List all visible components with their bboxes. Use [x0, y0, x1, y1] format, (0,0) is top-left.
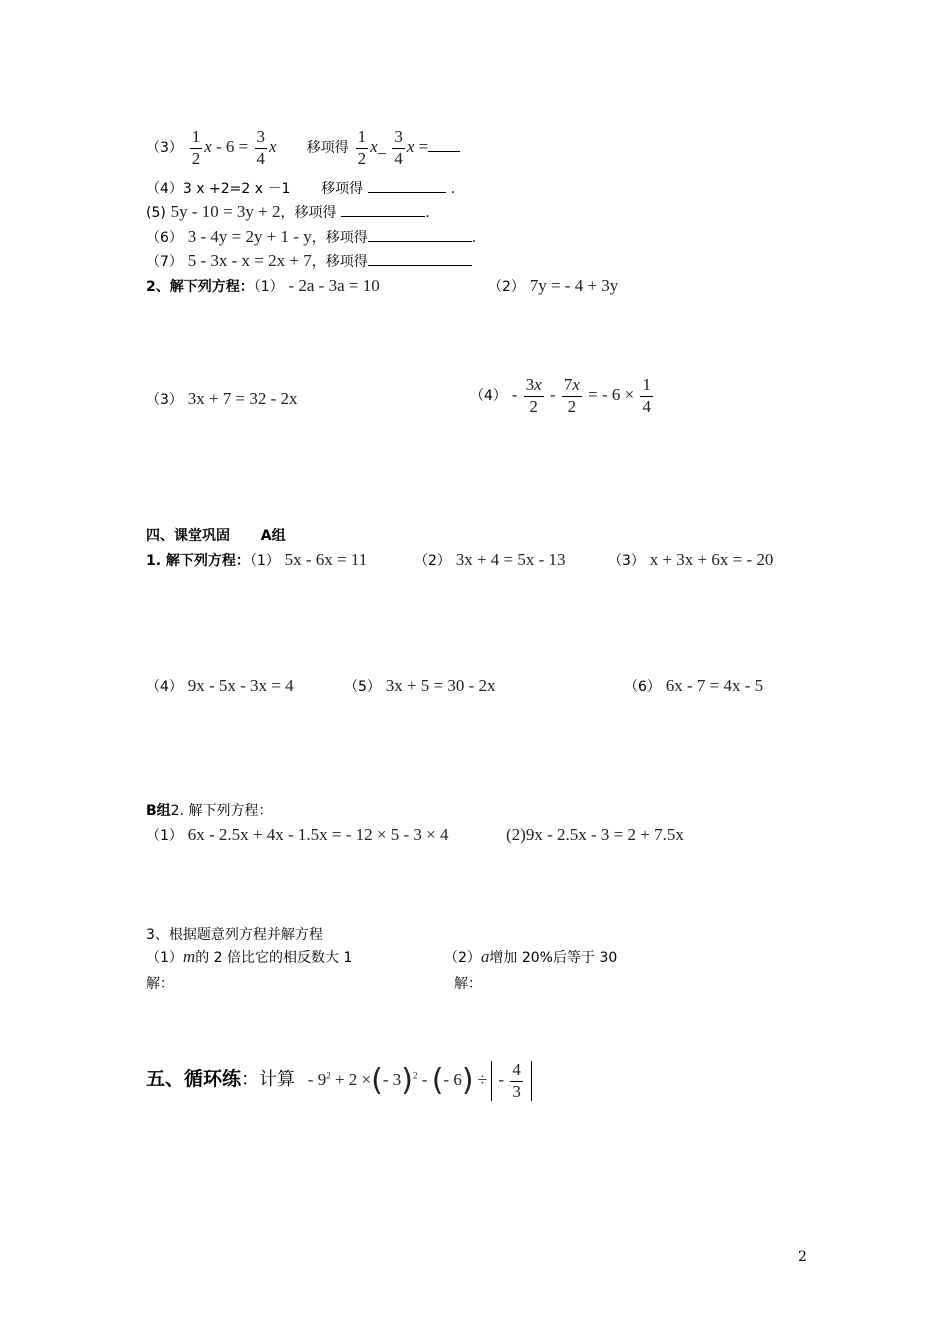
equation: - $\frac{3x}{2}$ - $\frac{7x}{2}$ = - 6 × $\frac{1}{4}$: [511, 375, 651, 416]
sec5-heading: 五、循环练: [146, 1068, 242, 1091]
item-6: [146, 227, 476, 245]
item-number: （6）: [146, 230, 183, 246]
equation: 3x + 5 = 30 - 2x: [385, 676, 496, 695]
answer-blank[interactable]: [368, 178, 446, 193]
item-number: （1）: [253, 279, 284, 295]
compute-label: 计算: [259, 1069, 296, 1091]
solve-label-1: 解：: [146, 976, 174, 992]
sec2-p3: [146, 390, 298, 407]
period: .: [471, 230, 477, 246]
group-a-label: A组: [260, 528, 286, 544]
sec4-item-2: [414, 551, 566, 568]
equation: 6x - 2.5x + 4x - 1.5x = - 12 × 5 - 3 × 4: [187, 825, 449, 844]
group-b-label: B组: [146, 803, 171, 819]
transpose-label: ，移项得: [280, 205, 337, 221]
sec4-item-5: [344, 677, 496, 694]
item-number: （3）: [146, 140, 183, 157]
sec4-heading-row: [146, 528, 286, 543]
period: .: [425, 205, 430, 221]
q1-heading: 1. 解下列方程：: [146, 553, 250, 569]
page-number: 2: [798, 1249, 807, 1265]
item-number: （2）: [414, 553, 451, 569]
item-5: [146, 202, 430, 220]
solve-label-2: 解：: [454, 976, 482, 992]
item-4: [146, 178, 455, 196]
sec4-item-3: [608, 551, 773, 568]
item-number: (2): [506, 825, 526, 844]
item-number: （4）: [146, 679, 183, 695]
group-b-item-2: [506, 826, 684, 843]
item-number: （1）: [146, 828, 183, 844]
q3-heading: [146, 927, 323, 942]
item-3: [146, 128, 460, 168]
transpose-label: 移项得: [306, 140, 349, 157]
q3-item-2: [444, 948, 617, 965]
equation: 5y - 10 = 3y + 2: [170, 202, 281, 221]
item-number: （1）: [146, 950, 183, 966]
transpose-label: ，移项得: [311, 230, 368, 246]
equation: - 2a - 3a = 10: [288, 276, 380, 295]
answer-blank[interactable]: [368, 251, 472, 266]
group-b-row: [146, 803, 272, 818]
item-number: （3）: [146, 392, 183, 408]
item-number: （5）: [344, 679, 381, 695]
sec2-p4: [470, 376, 655, 416]
sec5-row: [146, 1061, 532, 1101]
transpose-label: ，移项得: [311, 254, 368, 270]
equation: $\frac{1}{2}$ x - 6 = $\frac{3}{4}$ x: [191, 127, 277, 168]
answer-blank[interactable]: [341, 202, 425, 217]
q3-item-1: [146, 948, 352, 965]
problem-text: 增加 20%后等于 30: [489, 950, 618, 966]
equation: 5 - 3x - x = 2x + 7: [187, 251, 312, 270]
variable: m: [182, 947, 196, 966]
equation: 3x + 7 = 32 - 2x: [187, 389, 298, 408]
sec4-item-6: [624, 677, 763, 694]
equation: 9x - 5x - 3x = 4: [187, 676, 294, 695]
item-number: (5): [146, 205, 166, 221]
sec4-heading: 四、课堂巩固: [146, 528, 230, 544]
item-number: （2）: [488, 279, 525, 295]
equation: x + 3x + 6x = - 20: [649, 550, 774, 569]
group-b-item-1: [146, 826, 448, 843]
equation: 5x - 6x = 11: [284, 550, 368, 569]
equation: 6x - 7 = 4x - 5: [665, 676, 764, 695]
answer-blank[interactable]: [368, 227, 472, 242]
transposed-expression: $\frac{1}{2}$ x_ $\frac{3}{4}$ x =: [354, 137, 461, 156]
problem-text: 的 2 倍比它的相反数大 1: [195, 950, 353, 966]
q3-heading-text: 3、根据题意列方程并解方程: [146, 927, 323, 943]
item-number: （2）: [444, 950, 481, 966]
item-number: （1）: [249, 553, 280, 569]
period: .: [450, 181, 456, 197]
transpose-label: 移项得: [321, 181, 364, 197]
sec4-item-4: [146, 677, 294, 694]
colon: ：: [241, 1069, 260, 1091]
equation: 7y = - 4 + 3y: [529, 276, 619, 295]
sec4-row1: [146, 551, 367, 568]
item-7: [146, 251, 472, 269]
item-number: （4）: [146, 181, 183, 197]
sec2-p2: [488, 277, 618, 294]
expression: - $9^2 + 2$ ×(- 3)$^2$ - (- 6) ÷ - $\frac{4}{3}$: [308, 1070, 532, 1089]
item-number: （6）: [624, 679, 661, 695]
variable: a: [480, 947, 490, 966]
sec2-row1: [146, 277, 380, 294]
q2-heading: 2. 解下列方程：: [170, 803, 273, 819]
sec2-heading: 2、解下列方程：: [146, 279, 254, 295]
item-number: （4）: [470, 388, 507, 405]
equation: 9x - 2.5x - 3 = 2 + 7.5x: [525, 825, 684, 844]
equation: 3x + 4 = 5x - 13: [455, 550, 566, 569]
equation: 3 x +2=2 x －1: [182, 181, 291, 197]
item-number: （7）: [146, 254, 183, 270]
equation: 3 - 4y = 2y + 1 - y: [187, 227, 312, 246]
item-number: （3）: [608, 553, 645, 569]
